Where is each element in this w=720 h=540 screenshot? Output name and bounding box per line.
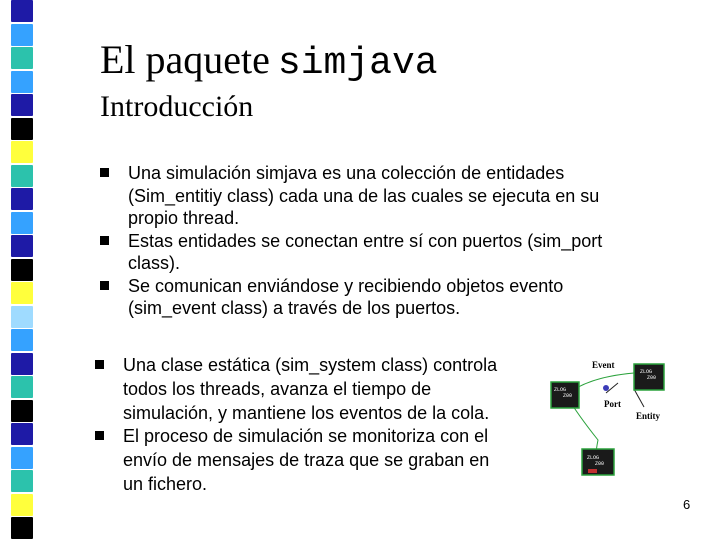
page-subtitle: Introducción [100, 90, 254, 123]
event-label: Event [592, 360, 615, 370]
bullet-line: class). [128, 253, 181, 273]
svg-text:ZLOG: ZLOG [587, 455, 600, 461]
stripe-square [11, 329, 33, 351]
stripe-square [11, 47, 33, 69]
stripe-square [11, 306, 33, 328]
svg-text:Z00: Z00 [647, 375, 657, 381]
title-serif: El paquete [100, 37, 270, 82]
stripe-square [11, 94, 33, 116]
bullet-list-bottom [95, 354, 545, 497]
list-item [100, 162, 660, 230]
bullet-line: propio thread. [128, 208, 240, 228]
bullet-line: (Sim_entitiy class) cada una de las cuales se ejecuta en su [128, 185, 600, 206]
list-item [100, 275, 660, 320]
stripe-square [11, 282, 33, 304]
entity-box-left [551, 382, 579, 408]
svg-text:Z00: Z00 [563, 393, 573, 399]
stripe-square [11, 259, 33, 281]
stripe-square [11, 71, 33, 93]
stripe-square [11, 400, 33, 422]
stripe-square [11, 188, 33, 210]
page-title [100, 36, 438, 85]
list-item [95, 354, 545, 425]
stripe-square [11, 0, 33, 22]
bullet-square-icon [95, 360, 104, 369]
bullet-square-icon [95, 431, 104, 440]
simjava-diagram [548, 355, 678, 490]
stripe-square [11, 353, 33, 375]
stripe-square [11, 423, 33, 445]
bullet-line: envío de mensajes de traza que se graban en [123, 450, 490, 471]
bullet-square-icon [100, 168, 109, 177]
port-label: Port [604, 399, 621, 409]
bullet-square-icon [100, 281, 109, 290]
entity-label: Entity [636, 411, 661, 421]
bullet-line: Una simulación simjava es una colección de entidades [128, 163, 565, 183]
stripe-square [11, 517, 33, 539]
stripe-square [11, 494, 33, 516]
title-mono: simjava [277, 42, 438, 85]
list-item [100, 230, 660, 275]
connector-line [634, 389, 644, 407]
stripe-square [11, 376, 33, 398]
entity-box-top-right [634, 364, 664, 390]
stripe-square [11, 24, 33, 46]
svg-text:ZLOG: ZLOG [640, 369, 653, 375]
bullet-list-top [100, 162, 660, 320]
bullet-line: simulación, y mantiene los eventos de la cola. [123, 402, 490, 423]
port-dot [603, 385, 609, 391]
bullet-line: Se comunican enviándose y recibiendo objetos evento [128, 275, 564, 296]
svg-text:Z00: Z00 [595, 461, 605, 467]
bullet-line: un fichero. [123, 473, 208, 494]
stripe-square [11, 235, 33, 257]
bullet-line: Estas entidades se conectan entre sí con puertos (sim_port [128, 230, 603, 251]
decorative-stripe [0, 0, 68, 540]
bullet-line: (sim_event class) a través de los puertos. [128, 298, 461, 318]
stripe-square [11, 447, 33, 469]
stripe-square [11, 470, 33, 492]
stripe-square [11, 118, 33, 140]
list-item [95, 425, 545, 496]
bullet-line: todos los threads, avanza el tiempo de [123, 378, 432, 399]
stripe-square [11, 165, 33, 187]
bullet-line: El proceso de simulación se monitoriza con el [123, 426, 489, 447]
bullet-line: Una clase estática (sim_system class) controla [123, 355, 498, 375]
bullet-square-icon [100, 236, 109, 245]
stripe-square [11, 141, 33, 163]
entity-box-bottom [582, 449, 614, 475]
svg-text:ZLOG: ZLOG [554, 387, 567, 393]
page-number: 6 [683, 497, 691, 512]
stripe-square [11, 212, 33, 234]
